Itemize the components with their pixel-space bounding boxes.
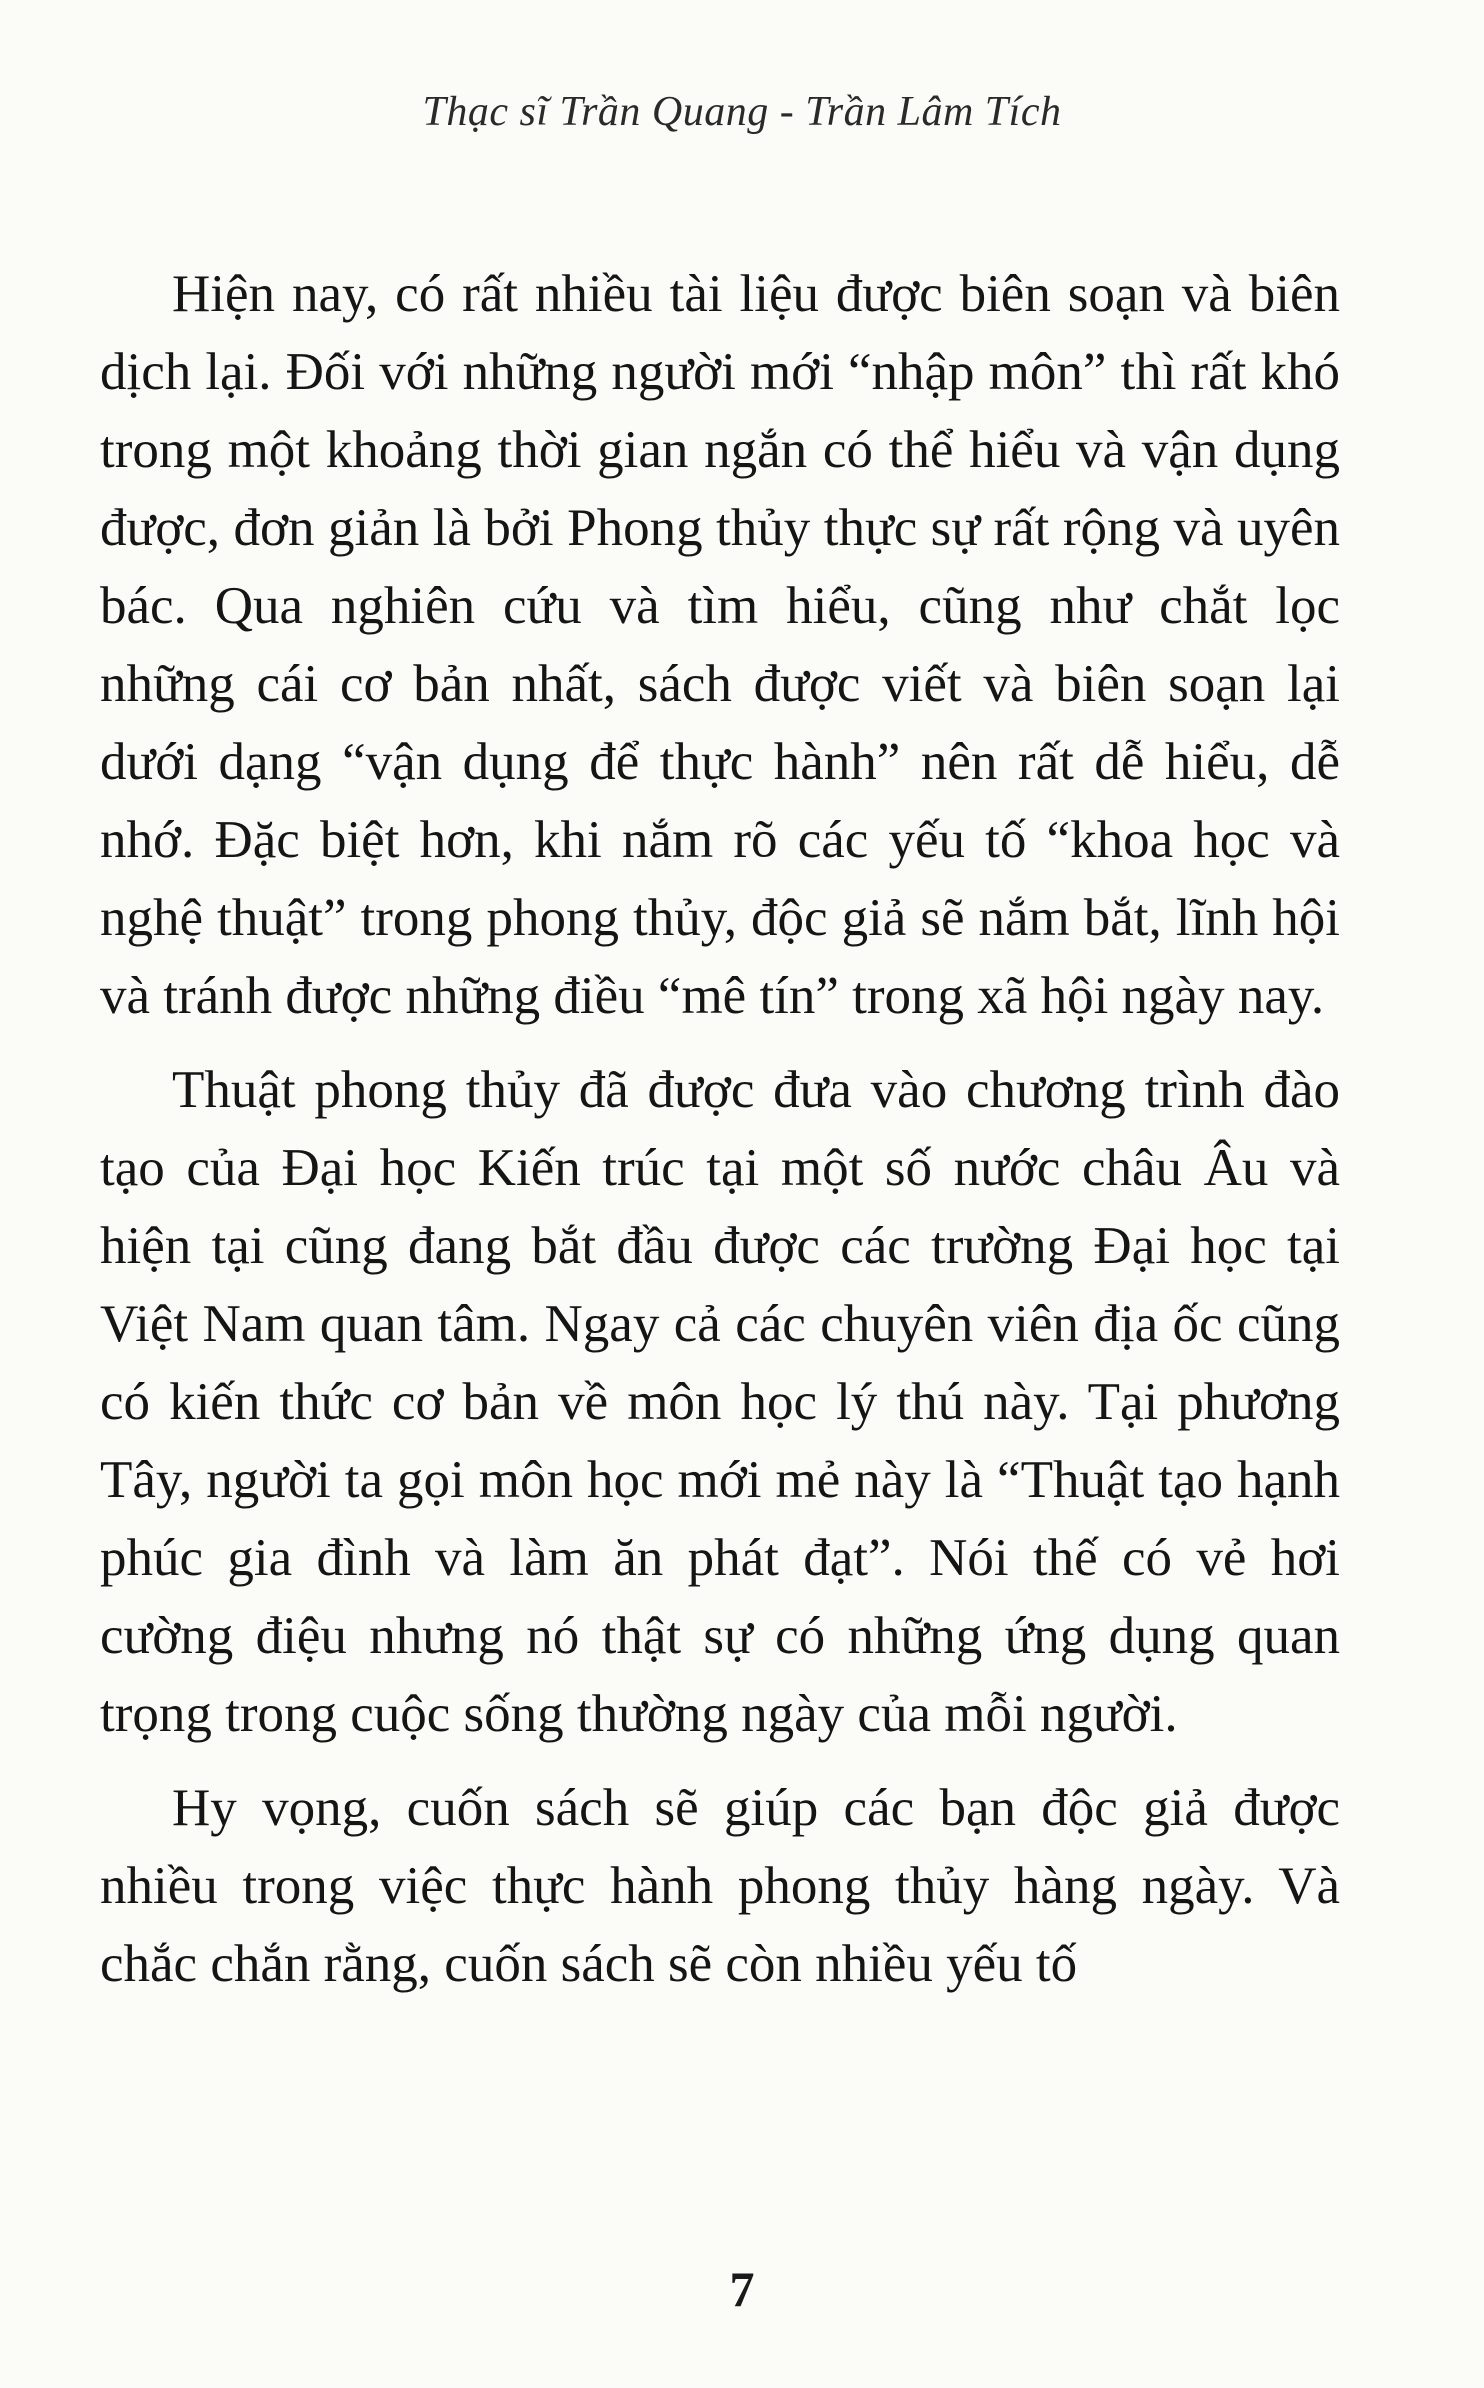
running-header: Thạc sĩ Trần Quang - Trần Lâm Tích <box>422 89 1062 135</box>
page-number: 7 <box>729 2261 755 2317</box>
paragraph-2: Thuật phong thủy đã được đưa vào chương trình đào tạo của Đại học Kiến trúc tại một số nước châu Âu và hiện tại cũng đang bắt đầu được các trường Đại học tại Việt Nam quan tâm. Ngay cả các chuyên viên địa ốc cũng có kiến thức cơ bản về môn học lý thú này. Tại phương Tây, người ta gọi môn học mới mẻ này là “Thuật tạo hạnh phúc gia đình và làm ăn phát đạt”. Nói thế có vẻ hơi cường điệu nhưng nó thật sự có những ứng dụng quan trọng trong cuộc sống thường ngày của mỗi người. <box>100 1061 1340 1743</box>
paragraph-1: Hiện nay, có rất nhiều tài liệu được biên soạn và biên dịch lại. Đối với những người mới “nhập môn” thì rất khó trong một khoảng thời gian ngắn có thể hiểu và vận dụng được, đơn giản là bởi Phong thủy thực sự rất rộng và uyên bác. Qua nghiên cứu và tìm hiểu, cũng như chắt lọc những cái cơ bản nhất, sách được viết và biên soạn lại dưới dạng “vận dụng để thực hành” nên rất dễ hiểu, dễ nhớ. Đặc biệt hơn, khi nắm rõ các yếu tố “khoa học và nghệ thuật” trong phong thủy, độc giả sẽ nắm bắt, lĩnh hội và tránh được những điều “mê tín” trong xã hội ngày nay. <box>100 265 1340 1025</box>
paragraph-3: Hy vọng, cuốn sách sẽ giúp các bạn độc giả được nhiều trong việc thực hành phong thủy hàng ngày. Và chắc chắn rằng, cuốn sách sẽ còn nhiều yếu tố <box>100 1779 1340 1993</box>
body-text <box>100 255 1340 2019</box>
